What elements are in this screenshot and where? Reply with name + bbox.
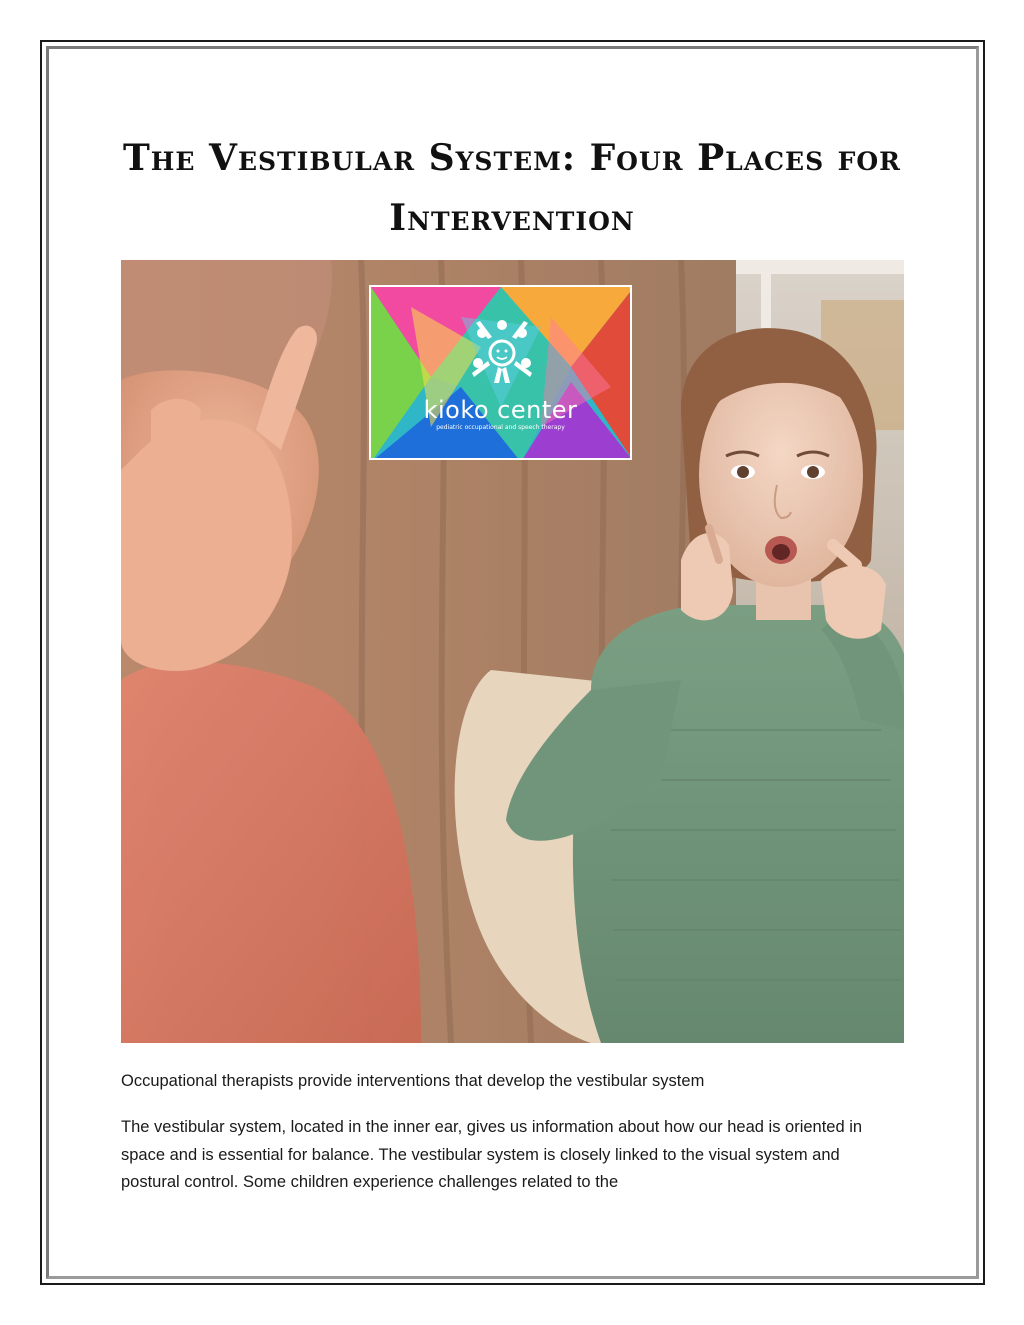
- image-caption: Occupational therapists provide interventions that develop the vestibular system: [121, 1072, 705, 1090]
- logo-tagline: pediatric occupational and speech therapy: [436, 424, 565, 431]
- kioko-center-logo: [369, 285, 632, 460]
- logo-background: [371, 287, 632, 460]
- body-paragraph: The vestibular system, located in the inner ear, gives us information about how our head is oriented in space and is essential for balance. The vestibular system is closely linked to the visual system and postural control. Some children experience challenges related to the: [121, 1118, 863, 1191]
- article-photo: [121, 260, 904, 1043]
- logo-name: kioko center: [423, 396, 578, 424]
- document-title: The Vestibular System: Four Places for Intervention: [123, 137, 901, 239]
